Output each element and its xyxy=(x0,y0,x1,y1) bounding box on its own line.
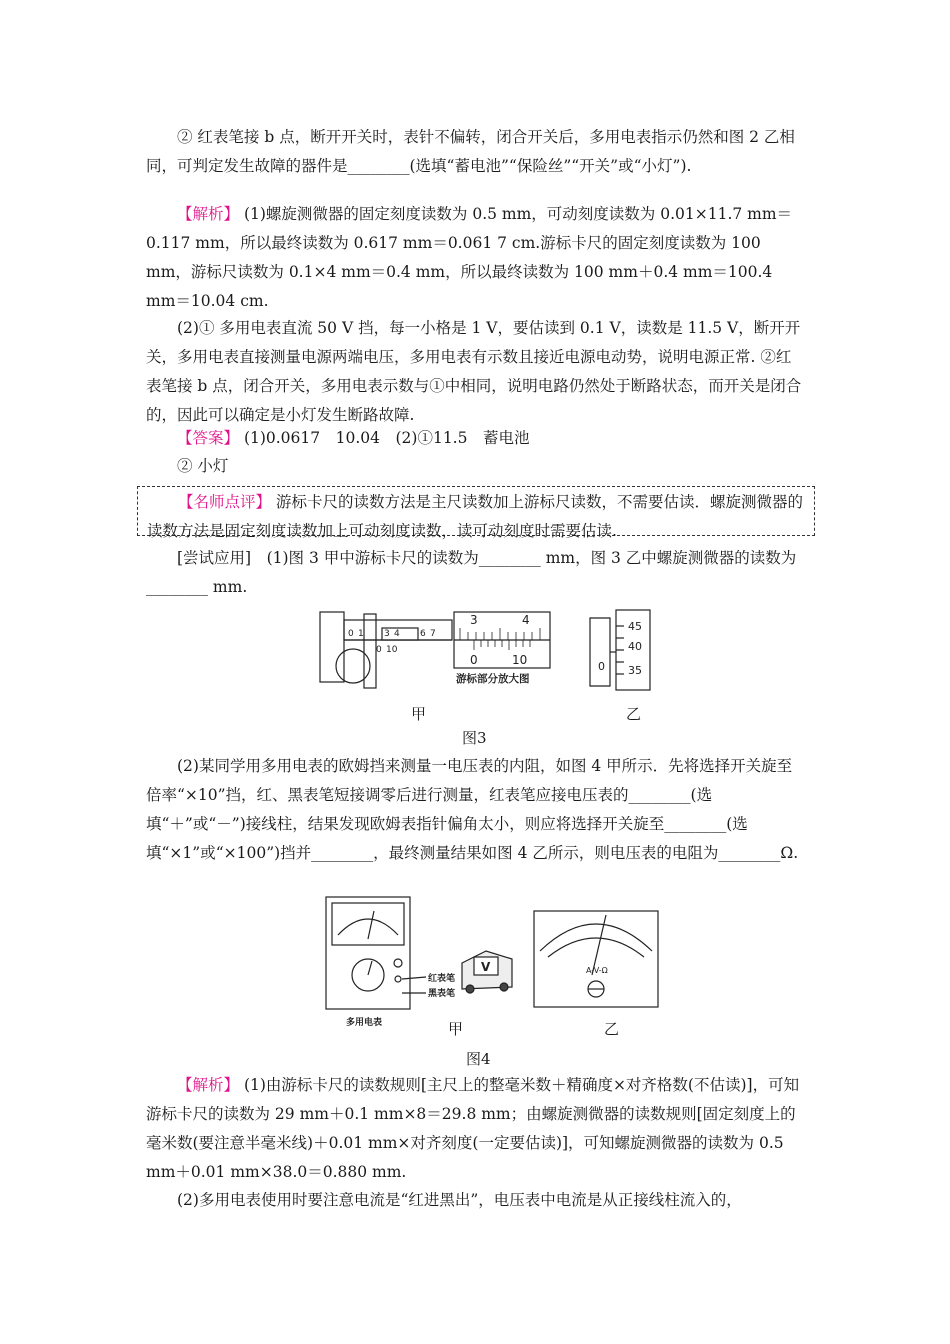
voltmeter-symbol: V xyxy=(481,960,491,974)
analysis-text: (1)螺旋测微器的固定刻度读数为 0.5 mm，可动刻度读数为 0.01×11.7 mm＝0.117 mm，所以最终读数为 0.617 mm＝0.061 7 cm.游标卡尺的固定刻度读数为 100 mm，游标尺读数为 0.1×4 mm＝0.4 mm，所以最终读数为 100 mm＋0.4 mm＝100.4 mm＝10.04 cm. xyxy=(146,205,793,310)
caliper-vernier-0: 0 xyxy=(376,645,382,655)
analysis-2 xyxy=(146,1071,806,1187)
analysis-2-tag: 【解析】 xyxy=(177,1076,240,1094)
figure-3-label-a: 甲 xyxy=(411,705,427,723)
caliper-main-7: 7 xyxy=(430,629,436,639)
zoom-vernier-10: 10 xyxy=(512,653,528,667)
teacher-comment xyxy=(147,488,807,546)
analysis-1 xyxy=(146,200,806,316)
figure-4-caption: 图4 xyxy=(466,1050,491,1068)
figure-3 xyxy=(318,606,658,698)
caliper-main-4: 4 xyxy=(394,629,400,639)
teacher-comment-box xyxy=(137,486,815,540)
caliper-main-0: 0 xyxy=(348,629,354,639)
comment-tag: 【名师点评】 xyxy=(178,493,272,511)
analysis-2-part-2: (2)多用电表使用时要注意电流是“红进黑出”，电压表中电流是从正接线柱流入的， xyxy=(177,1191,742,1209)
answer-line-2: ② 小灯 xyxy=(177,457,229,475)
zoom-main-3: 3 xyxy=(470,613,478,627)
micrometer-35: 35 xyxy=(628,664,642,677)
multimeter-label: 多用电表 xyxy=(346,1018,383,1028)
caliper-main-3: 3 xyxy=(384,629,390,639)
caliper-vernier-10: 10 xyxy=(386,645,398,655)
figure-4-label-a: 甲 xyxy=(448,1020,464,1038)
try-question: [尝试应用] (1)图 3 甲中游标卡尺的读数为________ mm，图 3 乙中螺旋测微器的读数为________ mm. xyxy=(146,549,797,596)
figure-4-label-b: 乙 xyxy=(604,1020,620,1038)
question-part-2: ② 红表笔接 b 点，断开开关时，表针不偏转，闭合开关后，多用电表指示仍然和图 2 乙相同，可判定发生故障的器件是________(选填“蓄电池”“保险丝”“开关”或“小灯”). xyxy=(146,128,795,175)
micrometer-40: 40 xyxy=(628,640,642,653)
micrometer-zero: 0 xyxy=(598,660,605,673)
micrometer-45: 45 xyxy=(628,620,642,633)
figure-3-label-b: 乙 xyxy=(626,705,642,723)
answer-line xyxy=(146,424,806,453)
caliper-main-6: 6 xyxy=(420,629,426,639)
answer-tag: 【答案】 xyxy=(177,429,240,447)
multimeter-drawing xyxy=(326,897,426,1009)
figure-4 xyxy=(322,895,662,1035)
zoom-main-4: 4 xyxy=(522,613,530,627)
red-pen-label: 红表笔 xyxy=(428,974,456,984)
meter-dial-drawing xyxy=(534,911,658,1007)
analysis-1-part-2: (2)① 多用电表直流 50 V 挡，每一小格是 1 V，要估读到 0.1 V，读数是 11.5 V，断开开关，多用电表直接测量电源两端电压，多用电表有示数且接近电源电动势，说明电源正常. ②红表笔接 b 点，闭合开关，多用电表示数与①中相同，说明电路仍然处于断路状态，而开关是闭合的，因此可以确定是小灯发生断路故障. xyxy=(146,319,802,424)
caliper-main-1: 1 xyxy=(358,629,364,639)
analysis-2-text: (1)由游标卡尺的读数规则[主尺上的整毫米数＋精确度×对齐格数(不估读)]，可知游标卡尺的读数为 29 mm＋0.1 mm×8＝29.8 mm；由螺旋测微器的读数规则[固定刻度上的毫米数(要注意半毫米线)＋0.01 mm×对齐刻度(一定要估读)]，可知螺旋测微器的读数为 0.5 mm＋0.01 mm×38.0＝0.880 mm. xyxy=(146,1076,800,1181)
answer-text: (1)0.0617 10.04 (2)①11.5 蓄电池 xyxy=(239,429,530,447)
zoom-vernier-0: 0 xyxy=(470,653,478,667)
figure-3-caption: 图3 xyxy=(462,729,487,747)
zoom-caption: 游标部分放大图 xyxy=(456,673,530,685)
analysis-tag: 【解析】 xyxy=(177,205,240,223)
dial-text: A-V-Ω xyxy=(586,966,608,975)
black-pen-label: 黑表笔 xyxy=(428,989,456,999)
question-2: (2)某同学用多用电表的欧姆挡来测量一电压表的内阻，如图 4 甲所示．先将选择开关旋至倍率“×10”挡，红、黑表笔短接调零后进行测量，红表笔应接电压表的________(选填“＋”或“－”)接线柱，结果发现欧姆表指针偏角太小，则应将选择开关旋至________(选填“×1”或“×100”)挡并________，最终测量结果如图 4 乙所示，则电压表的电阻为________Ω. xyxy=(146,757,799,862)
comment-text: 游标卡尺的读数方法是主尺读数加上游标尺读数，不需要估读．螺旋测微器的读数方法是固定刻度读数加上可动刻度读数，读可动刻度时需要估读. xyxy=(147,493,803,540)
